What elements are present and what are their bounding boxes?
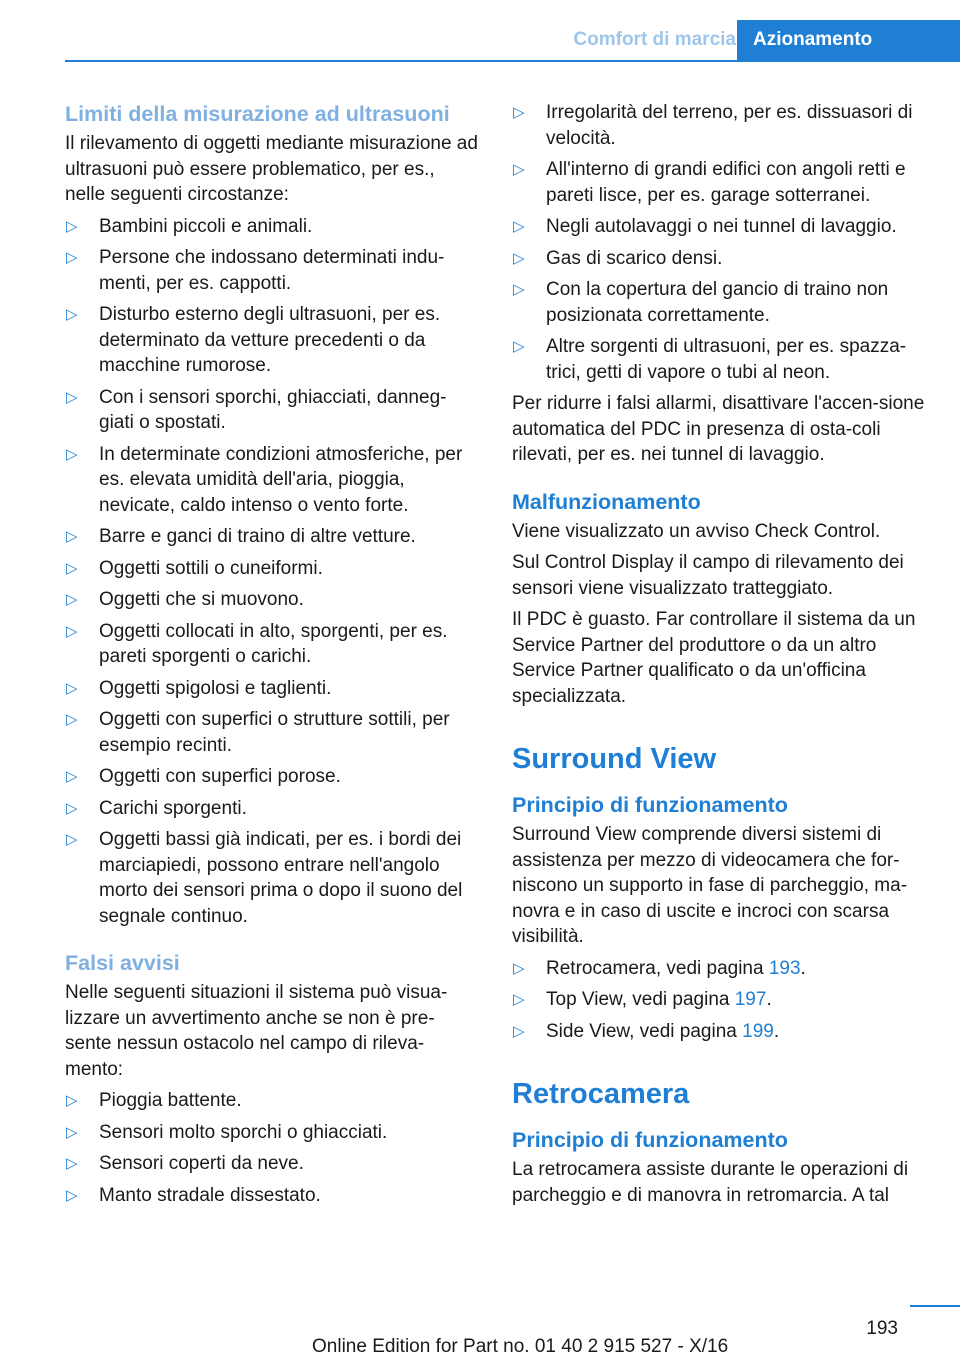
list-item: ▷ Pioggia battente. [65,1088,480,1114]
list-item: ▷ Altre sorgenti di ultrasuoni, per es. spazza-trici, getti di vapore o tubi al neon. [513,336,907,383]
page-link[interactable]: 199 [742,1020,774,1042]
triangle-right-icon: ▷ [66,711,78,728]
page-link[interactable]: 197 [734,989,767,1010]
page-link[interactable]: 193 [768,957,801,979]
list-item: ▷ Oggetti con superfici porose. [65,764,480,790]
limits-list [65,214,480,930]
triangle-right-icon: ▷ [66,1092,78,1109]
list-item: ▷ Gas di scarico densi. [512,246,930,272]
spacer [65,935,480,949]
triangle-right-icon: ▷ [66,591,78,608]
list-item: ▷ Negli autolavaggi o nei tunnel di lavaggio. [512,214,930,240]
paragraph-malfunction-1: Viene visualizzato un avviso Check Control. [512,520,881,542]
list-item: ▷ Barre e ganci di traino di altre vetture. [65,524,480,550]
triangle-right-icon: ▷ [66,388,78,406]
paragraph-rear-camera: La retrocamera assiste durante le operazioni di parcheggio e di manovra in retromarcia. A tal [512,1159,909,1206]
spacer [512,1050,930,1076]
list-item: ▷ Carichi sporgenti. [65,796,480,822]
false-alarms-list-continued [512,100,930,385]
heading-false-alarms: Falsi avvisi [65,951,180,975]
header-rule [65,60,960,62]
list-item: ▷ Con la copertura del gancio di traino non posizionata correttamente. [513,279,889,326]
triangle-right-icon: ▷ [513,281,525,298]
list-item: ▷ Bambini piccoli e animali. [65,214,480,240]
heading-principle-rear-camera: Principio di funzionamento [512,1128,788,1152]
section-tab: Comfort di marcia [573,29,736,50]
list-item: ▷ Top View, vedi pagina 197. [512,987,930,1013]
heading-principle-surround: Principio di funzionamento [512,793,788,817]
list-item: ▷ Oggetti con superfici o strutture sottili, per esempio recinti. [66,709,450,756]
list-item: ▷ Sensori molto sporchi o ghiacciati. [65,1120,480,1146]
edition-footer: Online Edition for Part no. 01 40 2 915 527 - X/16 [312,1336,729,1357]
triangle-right-icon: ▷ [513,161,525,178]
list-item: ▷ Con i sensori sporchi, ghiacciati, danneg-giati o spostati. [66,386,447,433]
list-item: ▷ All'interno di grandi edifici con angoli retti e pareti lisce, per es. garage sotterranei. [513,159,906,206]
triangle-right-icon: ▷ [513,104,525,121]
triangle-right-icon: ▷ [66,768,78,785]
list-item: ▷ Persone che indossano determinati indu-menti, per es. cappotti. [66,247,445,294]
footer-rule [910,1305,960,1307]
triangle-right-icon: ▷ [66,445,78,463]
paragraph-limits: Il rilevamento di oggetti mediante misurazione ad ultrasuoni può essere problematico, per es., nelle seguenti circostanze: [65,133,478,205]
left-column [65,100,480,1214]
triangle-right-icon: ▷ [66,799,78,817]
spacer [512,474,930,488]
list-item: ▷ Oggetti collocati in alto, sporgenti, per es. pareti sporgenti o carichi. [66,620,448,667]
triangle-right-icon: ▷ [513,991,525,1008]
triangle-right-icon: ▷ [66,1155,78,1172]
triangle-right-icon: ▷ [513,338,525,355]
paragraph-false-alarms: Nelle seguenti situazioni il sistema può visua-lizzare un avvertimento anche se non è pre-sente nessun ostacolo nel campo di rileva-mento: [65,982,448,1080]
triangle-right-icon: ▷ [513,1022,525,1040]
heading-rear-camera: Retrocamera [512,1078,690,1110]
paragraph-malfunction-2: Sul Control Display il campo di rilevamento dei sensori viene visualizzato tratteggiato. [512,552,904,599]
list-item: ▷ Disturbo esterno degli ultrasuoni, per es. determinato da vetture precedenti o da macchine rumorose. [66,304,441,376]
page-number: 193 [866,1318,898,1339]
triangle-right-icon: ▷ [66,622,78,640]
list-item: ▷ Retrocamera, vedi pagina 193. [512,956,930,982]
triangle-right-icon: ▷ [66,679,78,697]
list-item: ▷ Oggetti sottili o cuneiformi. [65,556,480,582]
list-item: ▷ Manto stradale dissestato. [65,1183,480,1209]
spacer [512,715,930,741]
list-item: ▷ Irregolarità del terreno, per es. dissuasori di velocità. [513,102,913,149]
triangle-right-icon: ▷ [66,528,78,545]
triangle-right-icon: ▷ [66,559,78,577]
list-item: ▷ In determinate condizioni atmosferiche, per es. elevata umidità dell'aria, pioggia, nevicate, caldo intenso o vento forte. [66,443,463,516]
list-item: ▷ Sensori coperti da neve. [65,1151,480,1177]
surround-list [512,956,930,1045]
heading-surround-view: Surround View [512,743,717,775]
triangle-right-icon: ▷ [66,1186,78,1204]
list-item: ▷ Oggetti spigolosi e taglienti. [65,676,480,702]
paragraph-malfunction-3: Il PDC è guasto. Far controllare il sistema da un Service Partner del produttore o da un altro Service Partner qualificato o da un'officina specializzata. [512,609,916,707]
triangle-right-icon: ▷ [66,249,78,266]
triangle-right-icon: ▷ [66,306,78,323]
list-item: ▷ Oggetti che si muovono. [65,587,480,613]
triangle-right-icon: ▷ [66,217,78,235]
heading-limits: Limiti della misurazione ad ultrasuoni [65,102,450,126]
page-header [65,0,960,62]
paragraph-reduce-alarms: Per ridurre i falsi allarmi, disattivare l'accen-sione automatica del PDC in presenza di osta-coli rilevati, per es. nei tunnel di lavaggio. [512,393,925,465]
triangle-right-icon: ▷ [66,831,78,848]
triangle-right-icon: ▷ [66,1123,78,1141]
triangle-right-icon: ▷ [513,249,525,267]
right-column [512,100,930,1214]
chapter-tab: Azionamento [737,20,960,62]
false-alarms-list [65,1088,480,1208]
heading-malfunction: Malfunzionamento [512,489,701,514]
list-item: ▷ Oggetti bassi già indicati, per es. i bordi dei marciapiedi, possono entrare nell'angolo morto dei sensori prima o dopo il suono del segnale continuo. [66,829,463,927]
paragraph-surround: Surround View comprende diversi sistemi di assistenza per mezzo di videocamera che for-niscono un supporto in fase di parcheggio, ma-novra e in caso di uscite e incroci con scarsa visibilità. [512,824,908,947]
triangle-right-icon: ▷ [513,959,525,977]
list-item: ▷ Side View, vedi pagina 199. [512,1019,930,1045]
triangle-right-icon: ▷ [513,218,525,235]
